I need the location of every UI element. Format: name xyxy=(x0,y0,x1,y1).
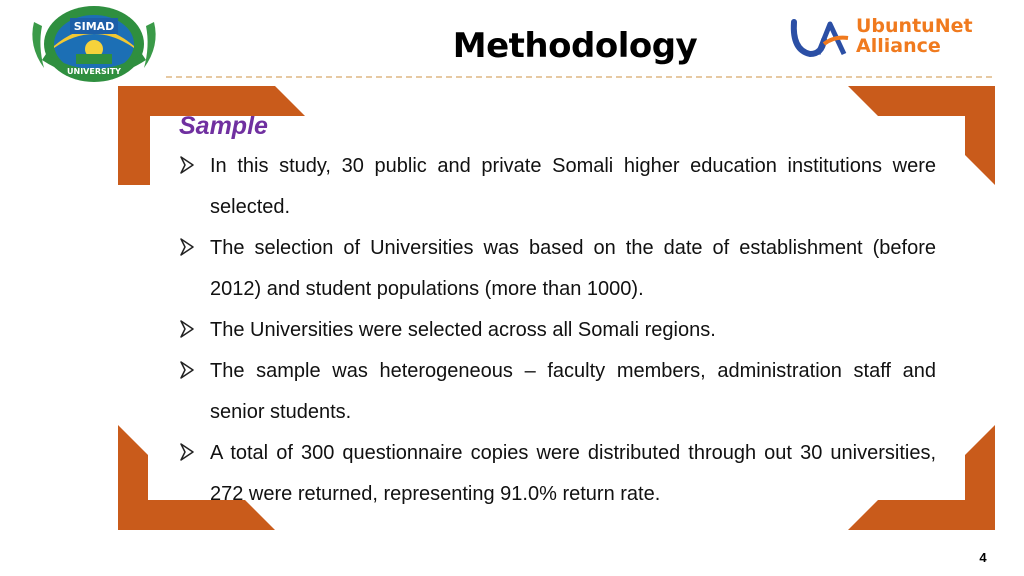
bullet-item xyxy=(180,433,936,515)
ubuntunet-logo-line1: UbuntuNet xyxy=(856,15,973,37)
bullet-text: The sample was heterogeneous – faculty members, administration staff and senior students. xyxy=(210,360,936,423)
arrow-bullet-icon xyxy=(180,156,194,174)
arrow-bullet-icon xyxy=(180,238,194,256)
bullet-item xyxy=(180,146,936,228)
bullet-text: In this study, 30 public and private Somali higher education institutions were selected. xyxy=(210,155,936,218)
simad-logo-top-text: SIMAD xyxy=(73,20,115,33)
arrow-bullet-icon xyxy=(180,443,194,461)
bullet-item xyxy=(180,310,936,351)
arrow-bullet-icon xyxy=(180,320,194,338)
bullet-text: The selection of Universities was based on the date of establishment (before 2012) and student populations (more than 1000). xyxy=(210,237,936,300)
ubuntunet-logo-line2: Alliance xyxy=(856,35,941,57)
bullet-text: A total of 300 questionnaire copies were distributed through out 30 universities, 272 were returned, representing 91.0% return rate. xyxy=(210,442,936,505)
bullet-item xyxy=(180,351,936,433)
page-number: 4 xyxy=(979,550,987,565)
bullet-text: The Universities were selected across all Somali regions. xyxy=(210,319,716,341)
simad-logo-bottom-text: UNIVERSITY xyxy=(67,67,121,76)
bullet-item xyxy=(180,228,936,310)
slide-title: Methodology xyxy=(452,26,698,66)
arrow-bullet-icon xyxy=(180,361,194,379)
bullet-list xyxy=(180,146,936,515)
section-title: Sample xyxy=(179,112,268,140)
